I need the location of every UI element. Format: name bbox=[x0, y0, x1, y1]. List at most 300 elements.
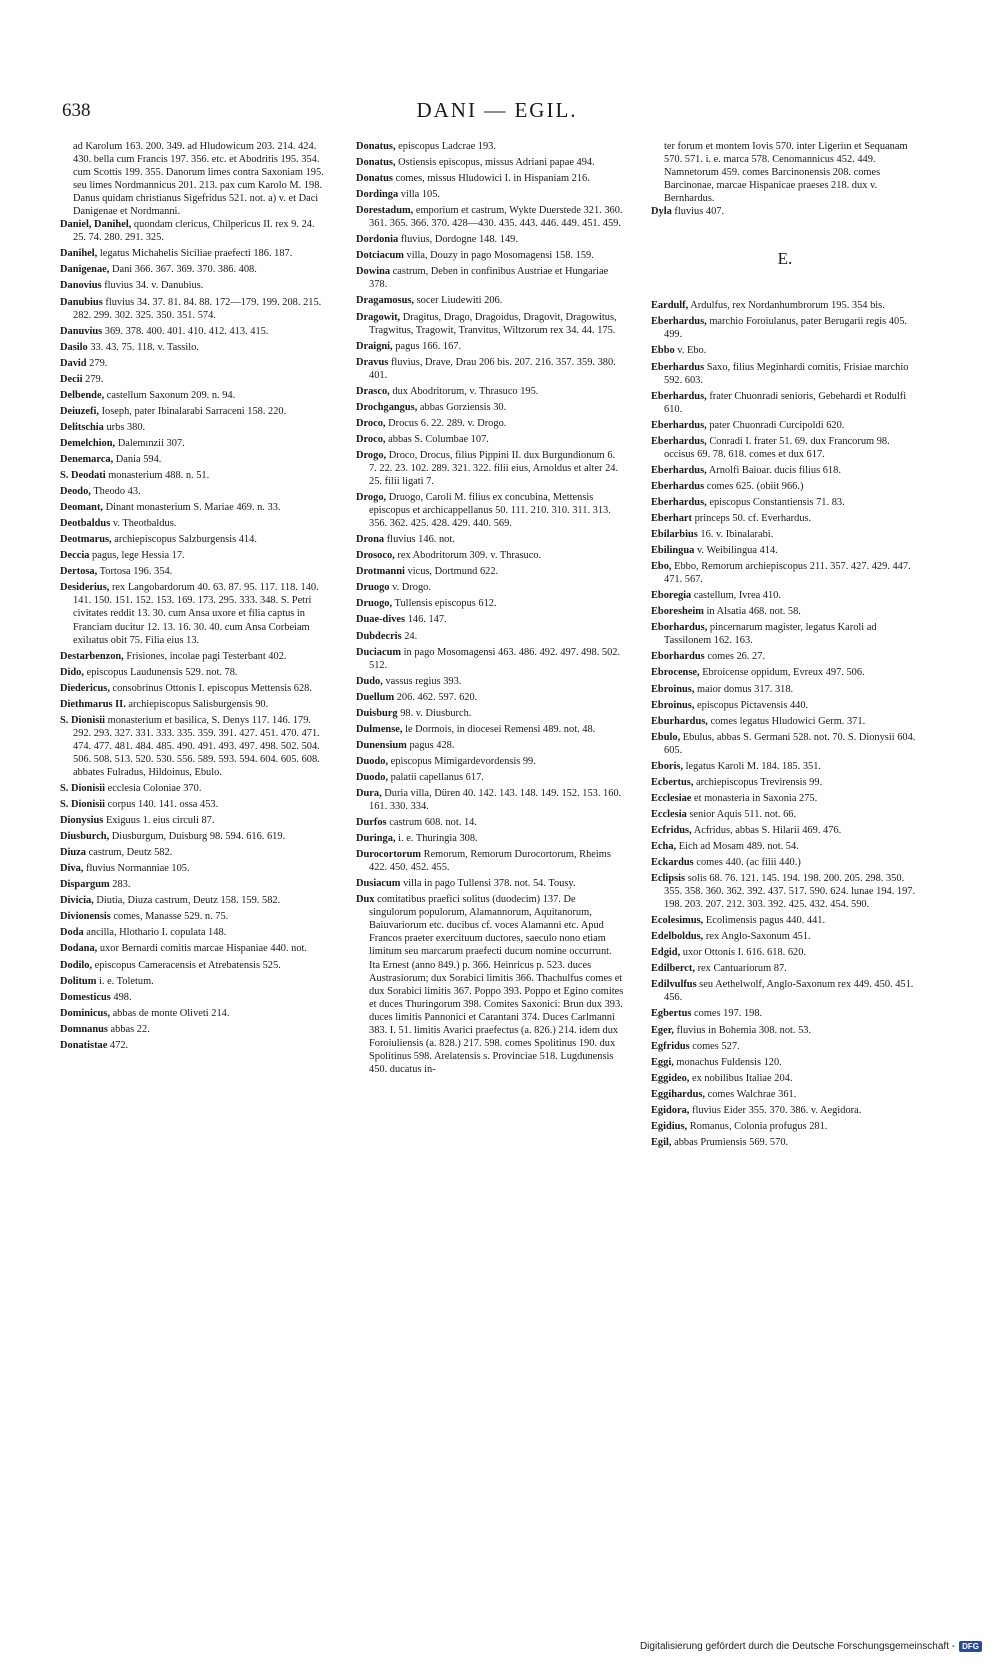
entry-text: consobrinus Ottonis I. episcopus Mettensis 628. bbox=[112, 682, 312, 694]
index-entry bbox=[356, 233, 624, 246]
entry-text: i. e. Thuringia 308. bbox=[398, 833, 478, 845]
entry-headword: Domnanus bbox=[60, 1023, 108, 1035]
index-entry bbox=[356, 311, 624, 337]
footer-credit: Digitalisierung gefördert durch die Deutsche Forschungsgemeinschaft - bbox=[639, 1641, 956, 1652]
index-entry bbox=[356, 691, 624, 704]
index-entry bbox=[356, 723, 624, 736]
entry-text: comes 625. (obiit 966.) bbox=[706, 480, 804, 492]
entry-headword: Eger, bbox=[651, 1024, 674, 1036]
entry-headword: Decii bbox=[60, 373, 83, 385]
entry-text: comitatibus praefici solitus (duodecim) 137. De singulorum populorum, Alamannorum, Aquitanorum, Baiuvariorum etc. ducibus cf. voces Alamanni etc. Apud Francos praeter exercituum ductores, saeculo nono etiam limitum seu marcarum praefecti ducum nomine occurrunt. Ita Ernest (anno 849.) p. 366. Heinricus p. 523. duces Austrasiorum; dux Sorabici limitis 366. Thachulfus comes et dux Sorabici limitis 367. Poppo 393. Poppo et Egino comites et duces Thuringorum 398. Comites Saxonici: Brun dux 393. duces limitis Pannonici et Carantani 374. Duces Carlmanni 383. I. 51. limitis Avarici praefectus (a. 826.) 214. idem dux Foroiuliensis (a. 828.) 217. 598. comes Spolitinus 190. dux Spolitinus 598. Arelatensis s. Provinciae 518. Lugdunensis 450. ducatus in- bbox=[369, 894, 624, 1075]
index-entry bbox=[60, 894, 328, 907]
entry-headword: Duodo, bbox=[356, 755, 389, 767]
entry-headword: Duringa, bbox=[356, 833, 396, 845]
entry-text: pagus 166. 167. bbox=[395, 340, 462, 352]
entry-headword: Dorestadum, bbox=[356, 205, 414, 217]
entry-headword: Egbertus bbox=[651, 1008, 692, 1020]
entry-headword: Daniel, Danihel, bbox=[60, 219, 132, 231]
entry-headword: Drona bbox=[356, 534, 385, 546]
entry-headword: Delbende, bbox=[60, 389, 105, 401]
entry-text: dux Abodritorum, v. Thrasuco 195. bbox=[392, 385, 539, 397]
entry-headword: Danigenae, bbox=[60, 264, 110, 276]
entry-headword: Deiuzefi, bbox=[60, 405, 99, 417]
index-entry bbox=[356, 172, 624, 185]
index-entry bbox=[356, 294, 624, 307]
entry-headword: Donatus bbox=[356, 173, 393, 185]
entry-text: Dinant monasterium S. Mariae 469. n. 33. bbox=[105, 502, 281, 514]
entry-text: maior domus 317. 318. bbox=[697, 683, 794, 695]
entry-text: episcopus Cameracensis et Atrebatensis 525. bbox=[94, 959, 281, 971]
index-entry bbox=[651, 856, 919, 869]
entry-headword: Eggihardus, bbox=[651, 1088, 705, 1100]
entry-text: Droco, Drocus, filius Pippini II. dux Burgundionum 6. 7. 22. 23. 102. 289. 321. 322. filii eius, Arnoldus et alter 24. 25. filii ligati 7. bbox=[369, 449, 619, 488]
entry-text: urbs 380. bbox=[106, 421, 146, 433]
index-entry bbox=[60, 581, 328, 646]
entry-headword: Dominicus, bbox=[60, 1007, 110, 1019]
entry-headword: Egidora, bbox=[651, 1104, 690, 1116]
index-entry bbox=[651, 792, 919, 805]
entry-text: 206. 462. 597. 620. bbox=[396, 691, 478, 703]
entry-text: episcopus Laudunensis 529. not. 78. bbox=[86, 666, 238, 678]
entry-headword: Druogo bbox=[356, 582, 390, 594]
index-entry bbox=[356, 739, 624, 752]
index-entry bbox=[60, 279, 328, 292]
entry-text: 283. bbox=[112, 879, 131, 891]
index-entry bbox=[60, 942, 328, 955]
index-entry bbox=[651, 621, 919, 647]
entry-text: castellum Saxonum 209. n. 94. bbox=[106, 389, 236, 401]
entry-text: comes, missus Hludowici I. in Hispaniam 216. bbox=[395, 173, 590, 185]
entry-headword: Eberhardus, bbox=[651, 316, 707, 328]
index-entry bbox=[60, 325, 328, 338]
dfg-logo: DFG bbox=[959, 1641, 982, 1652]
index-entry bbox=[356, 771, 624, 784]
index-entry bbox=[651, 1056, 919, 1069]
entry-text: comes 197. 198. bbox=[694, 1008, 763, 1020]
index-entry bbox=[60, 405, 328, 418]
index-entry bbox=[651, 205, 919, 218]
entry-headword: Danubius bbox=[60, 296, 103, 308]
index-entry bbox=[651, 715, 919, 728]
index-entry bbox=[356, 265, 624, 291]
entry-headword: Drogo, bbox=[356, 492, 387, 504]
index-entry bbox=[651, 840, 919, 853]
entry-headword: Eberhardus, bbox=[651, 419, 707, 431]
entry-text: villa 105. bbox=[400, 189, 441, 201]
index-entry bbox=[356, 597, 624, 610]
entry-headword: Ebilingua bbox=[651, 545, 695, 557]
entry-headword: Ecclesia bbox=[651, 808, 687, 820]
continued-entry: ter forum et montem Iovis 570. inter Ligeriın et Sequanam 570. 571. i. e. marca 578. Cenomannicus 452. 449. Namnetorum 459. comes Barcinonensis 208. comes Barcinonae, marcae Hispanicae praeses 218. dux v. Bernhardus. bbox=[664, 141, 908, 205]
entry-text: abbas Gorziensis 30. bbox=[419, 401, 507, 413]
index-entry bbox=[60, 549, 328, 562]
index-entry bbox=[60, 830, 328, 843]
entry-text: comes 26. 27. bbox=[707, 651, 766, 663]
entry-text: fluvius 146. not. bbox=[386, 534, 455, 546]
entry-text: et monasteria in Saxonia 275. bbox=[694, 792, 818, 804]
entry-headword: Duciacum bbox=[356, 646, 402, 658]
entry-text: 279. bbox=[85, 373, 104, 385]
entry-text: legatus Karoli M. 184. 185. 351. bbox=[685, 760, 822, 772]
entry-headword: Drotmanni bbox=[356, 566, 405, 578]
entry-headword: Dragamosus, bbox=[356, 295, 415, 307]
entry-headword: Deccia bbox=[60, 550, 90, 562]
entry-headword: Dusiacum bbox=[356, 878, 401, 890]
index-entry bbox=[60, 357, 328, 370]
entry-headword: Diva, bbox=[60, 863, 84, 875]
index-entry bbox=[60, 714, 328, 779]
entry-text: Ardulfus, rex Nordanhumbrorum 195. 354 bis. bbox=[690, 300, 885, 312]
entry-headword: Dudo, bbox=[356, 675, 383, 687]
entry-headword: Dodilo, bbox=[60, 959, 93, 971]
entry-headword: Dragowit, bbox=[356, 311, 401, 323]
index-entry bbox=[651, 528, 919, 541]
index-entry bbox=[651, 978, 919, 1004]
entry-headword: Dodana, bbox=[60, 943, 98, 955]
entry-headword: David bbox=[60, 357, 87, 369]
index-entry bbox=[651, 666, 919, 679]
entry-text: rex Anglo-Saxonum 451. bbox=[705, 931, 811, 943]
index-entry bbox=[60, 437, 328, 450]
entry-headword: Eberhardus bbox=[651, 361, 705, 373]
entry-headword: Dravus bbox=[356, 356, 389, 368]
entry-headword: Destarbenzon, bbox=[60, 650, 124, 662]
entry-text: monasterium et basilica, S. Denys 117. 146. 179. 292. 293. 327. 331. 333. 335. 359. 391. 427. 451. 470. 471. 474. 477. 481. 484. 485. 490. 491. 493. 497. 498. 502. 504. 506. 508. 513. 520. 530. 556. 589. 593. 594. 604. 605. 608. abbates Fulradus, Hildoinus, Ebulo. bbox=[73, 714, 320, 778]
index-entry bbox=[356, 848, 624, 874]
entry-headword: Dotciacum bbox=[356, 250, 404, 262]
index-entry bbox=[60, 991, 328, 1004]
index-entry bbox=[651, 496, 919, 509]
index-entry bbox=[356, 787, 624, 813]
entry-text: 369. 378. 400. 401. 410. 412. 413. 415. bbox=[104, 325, 269, 337]
entry-text: senior Aquis 511. not. 66. bbox=[689, 808, 797, 820]
entry-headword: Demelchion, bbox=[60, 437, 116, 449]
index-entry bbox=[651, 760, 919, 773]
index-entry bbox=[651, 344, 919, 357]
entry-headword: Eboris, bbox=[651, 760, 684, 772]
entry-headword: Eggideo, bbox=[651, 1072, 690, 1084]
entry-headword: Eboregia bbox=[651, 590, 692, 602]
entry-headword: Donatus, bbox=[356, 157, 396, 169]
entry-text: seu Aethelwolf, Anglo-Saxonum rex 449. 450. 451. 456. bbox=[664, 979, 914, 1004]
entry-headword: Ecolesimus, bbox=[651, 915, 704, 927]
entry-headword: Deodo, bbox=[60, 486, 91, 498]
index-entry bbox=[60, 698, 328, 711]
index-entry bbox=[651, 1072, 919, 1085]
index-entry bbox=[356, 449, 624, 488]
entry-headword: Duae-dives bbox=[356, 614, 406, 626]
index-entry bbox=[60, 501, 328, 514]
entry-headword: Deotbaldus bbox=[60, 518, 111, 530]
entry-text: in pago Mosomagensi 463. 486. 492. 497. 498. 502. 512. bbox=[369, 646, 621, 671]
index-entry bbox=[356, 417, 624, 430]
index-entry bbox=[651, 683, 919, 696]
entry-text: fluvius Eider 355. 370. 386. v. Aegidora. bbox=[692, 1104, 862, 1116]
index-entry bbox=[356, 356, 624, 382]
entry-headword: Duisburg bbox=[356, 707, 398, 719]
index-entry bbox=[60, 682, 328, 695]
index-entry bbox=[356, 385, 624, 398]
entry-headword: Ebilarbius bbox=[651, 529, 698, 541]
index-entry bbox=[60, 650, 328, 663]
entry-text: uxor Ottonis I. 616. 618. 620. bbox=[682, 947, 807, 959]
index-entry bbox=[651, 1040, 919, 1053]
entry-text: abbas 22. bbox=[110, 1023, 150, 1035]
entry-text: Ecolimensis pagus 440. 441. bbox=[705, 915, 826, 927]
entry-headword: S. Dionisii bbox=[60, 714, 106, 726]
entry-headword: Dertosa, bbox=[60, 566, 98, 578]
index-entry bbox=[651, 419, 919, 432]
entry-text: monasterium 488. n. 51. bbox=[108, 470, 210, 482]
entry-text: 24. bbox=[404, 630, 418, 642]
entry-text: castrum 608. not. 14. bbox=[389, 817, 477, 829]
entry-text: emporium et castrum, Wykte Duerstede 321. 360. 361. 365. 366. 370. 428—430. 435. 443. 446. 449. 451. 459. bbox=[369, 205, 623, 230]
entry-headword: Dowina bbox=[356, 266, 391, 278]
entry-headword: Edilvulfus bbox=[651, 979, 697, 991]
entry-headword: Dasilo bbox=[60, 341, 88, 353]
entry-text: Diutia, Diuza castrum, Deutz 158. 159. 582. bbox=[96, 895, 281, 907]
entry-headword: Druogo, bbox=[356, 598, 393, 610]
index-entry bbox=[60, 782, 328, 795]
entry-headword: Denemarca, bbox=[60, 453, 114, 465]
entry-text: Tortosa 196. 354. bbox=[99, 566, 173, 578]
index-entry bbox=[60, 565, 328, 578]
entries-pre bbox=[651, 205, 919, 218]
entry-text: Ebroicense oppidum, Evreux 497. 506. bbox=[702, 667, 865, 679]
index-entry bbox=[651, 299, 919, 312]
entry-headword: Diuza bbox=[60, 847, 86, 859]
entry-text: 146. 147. bbox=[407, 614, 447, 626]
entry-headword: Donatistae bbox=[60, 1039, 108, 1051]
entry-text: episcopus Ladcrae 193. bbox=[398, 141, 496, 152]
index-entry bbox=[356, 491, 624, 530]
entry-text: Ebulus, abbas S. Germani 528. not. 70. S. Dionysii 604. 605. bbox=[664, 731, 916, 756]
entry-text: i. e. Toletum. bbox=[98, 975, 154, 987]
index-entry bbox=[356, 204, 624, 230]
entry-text: 16. v. Ibinalarabi. bbox=[700, 529, 774, 541]
entry-headword: Danihel, bbox=[60, 248, 98, 260]
entry-headword: Eberhardus bbox=[651, 480, 705, 492]
entry-text: vicus, Dortmund 622. bbox=[407, 566, 499, 578]
entry-headword: Edgid, bbox=[651, 947, 681, 959]
entry-headword: Dura, bbox=[356, 787, 382, 799]
entry-text: Dani 366. 367. 369. 370. 386. 408. bbox=[111, 264, 257, 276]
entry-headword: Eberhardus, bbox=[651, 390, 707, 402]
entry-text: corpus 140. 141. ossa 453. bbox=[107, 799, 219, 811]
entry-text: Drocus 6. 22. 289. v. Drogo. bbox=[388, 417, 507, 429]
index-entry bbox=[651, 962, 919, 975]
index-entry bbox=[356, 613, 624, 626]
entry-headword: Egil, bbox=[651, 1136, 672, 1148]
entry-headword: Ebbo bbox=[651, 345, 675, 357]
entry-headword: Diedericus, bbox=[60, 682, 110, 694]
entry-text: v. Theotbaldus. bbox=[112, 518, 177, 530]
index-entry bbox=[356, 340, 624, 353]
index-entry bbox=[356, 156, 624, 169]
index-entry bbox=[651, 731, 919, 757]
entry-text: princeps 50. cf. Everhardus. bbox=[694, 512, 812, 524]
entry-text: v. Ebo. bbox=[677, 345, 707, 357]
index-entry bbox=[651, 1024, 919, 1037]
entry-text: fluvius, Drave, Drau 206 bis. 207. 216. 357. 359. 380. 401. bbox=[369, 356, 616, 381]
entry-text: Dalemınzii 307. bbox=[117, 437, 185, 449]
index-entry bbox=[651, 435, 919, 461]
entry-headword: Drasco, bbox=[356, 385, 390, 397]
entry-headword: Dolitum bbox=[60, 975, 97, 987]
entry-text: pater Chuonradi Curcipoldi 620. bbox=[709, 419, 845, 431]
entry-text: ecclesia Coloniae 370. bbox=[107, 783, 202, 795]
entry-text: Ioseph, pater Ibinalarabi Sarraceni 158. 220. bbox=[101, 405, 287, 417]
index-entry bbox=[651, 914, 919, 927]
entry-headword: Dispargum bbox=[60, 879, 110, 891]
entry-headword: Diusburch, bbox=[60, 831, 110, 843]
continued-entry: ad Karolum 163. 200. 349. ad Hludowicum 203. 214. 424. 430. bella cum Francis 197. 356. etc. et Abodritis 195. 354. cum Scottis 199. 355. Danorum limes contra Saxoniam 195. seu limes Nordmannicus 201. 213. pax cum Karolo M. 198. Danus quidam christianus Sigefridus 521. not. a) v. et Daci Danigenae et Nordmanni. bbox=[73, 141, 324, 218]
index-entry bbox=[651, 930, 919, 943]
entry-headword: Drochgangus, bbox=[356, 401, 418, 413]
index-entry bbox=[60, 263, 328, 276]
entry-text: 472. bbox=[109, 1039, 129, 1051]
entry-text: Saxo, filius Meginhardi comitis, Frisiae marchio 592. 603. bbox=[664, 361, 909, 386]
entry-headword: Dyla bbox=[651, 206, 672, 218]
index-entry bbox=[651, 390, 919, 416]
entry-headword: Dordinga bbox=[356, 189, 399, 201]
entry-headword: Dido, bbox=[60, 666, 84, 678]
index-entry bbox=[60, 296, 328, 322]
entry-text: Romanus, Colonia profugus 281. bbox=[689, 1120, 828, 1132]
entry-headword: Dubdecris bbox=[356, 630, 402, 642]
entry-text: Dania 594. bbox=[115, 453, 162, 465]
index-entry bbox=[60, 666, 328, 679]
index-entry bbox=[651, 605, 919, 618]
entry-headword: Ecbertus, bbox=[651, 776, 694, 788]
entry-text: abbas S. Columbae 107. bbox=[388, 433, 489, 445]
index-entry bbox=[356, 565, 624, 578]
index-entry bbox=[60, 517, 328, 530]
index-entry bbox=[60, 485, 328, 498]
entry-headword: Dux bbox=[356, 894, 375, 906]
index-entry bbox=[651, 824, 919, 837]
entry-headword: Eberhardus, bbox=[651, 464, 707, 476]
entry-text: Eich ad Mosam 489. not. 54. bbox=[678, 840, 799, 852]
entry-text: Tullensis episcopus 612. bbox=[394, 598, 497, 610]
entry-text: abbas Prumiensis 569. 570. bbox=[674, 1136, 789, 1148]
entry-text: fluvius, Dordogne 148. 149. bbox=[400, 234, 518, 246]
index-column-1 bbox=[60, 140, 328, 1055]
entry-text: archiepiscopus Salzburgensis 414. bbox=[114, 534, 257, 546]
index-entry bbox=[60, 218, 328, 244]
entry-headword: Ebroinus, bbox=[651, 683, 695, 695]
entry-headword: Donatus, bbox=[356, 141, 396, 152]
entry-text: comes legatus Hludowici Germ. 371. bbox=[710, 715, 866, 727]
entry-headword: Eborhardus, bbox=[651, 622, 708, 634]
index-entry bbox=[651, 808, 919, 821]
index-entry bbox=[60, 846, 328, 859]
entry-text: rex Cantuariorum 87. bbox=[697, 963, 787, 975]
entry-headword: Eardulf, bbox=[651, 300, 689, 312]
index-entry bbox=[356, 401, 624, 414]
entry-headword: Durfos bbox=[356, 817, 387, 829]
index-entry bbox=[60, 341, 328, 354]
index-entry bbox=[651, 650, 919, 663]
entry-text: pagus 428. bbox=[409, 739, 455, 751]
entry-text: v. Weibilingua 414. bbox=[696, 545, 778, 557]
index-entry bbox=[651, 560, 919, 586]
entry-text: fluvius Normanniae 105. bbox=[86, 863, 190, 875]
entry-text: uxor Bernardi comitis marcae Hispaniae 440. not. bbox=[99, 943, 308, 955]
entry-text: pincernarum magister, legatus Karoli ad Tassilonem 162. 163. bbox=[664, 622, 877, 647]
index-entry bbox=[60, 862, 328, 875]
entry-headword: Duodo, bbox=[356, 771, 389, 783]
index-entry bbox=[651, 1104, 919, 1117]
index-entry bbox=[651, 872, 919, 911]
entry-headword: Eggi, bbox=[651, 1056, 674, 1068]
entry-text: fluvius in Bohemia 308. not. 53. bbox=[676, 1024, 812, 1036]
index-entry bbox=[60, 1007, 328, 1020]
index-entry bbox=[60, 798, 328, 811]
entry-headword: Ebulo, bbox=[651, 731, 681, 743]
entry-text: rex Langobardorum 40. 63. 87. 95. 117. 118. 140. 141. 150. 151. 152. 153. 169. 173. 295. 333. 348. S. Petri civitates reddit 13. 30. cum Ansa uxore et filia captus in Franciam ducitur 12. 13. 16. 30. 40. cum Ansa Corbeiam exilıatus obit 75. Filia eius 13. bbox=[73, 582, 319, 646]
index-entry bbox=[356, 581, 624, 594]
index-entry bbox=[356, 707, 624, 720]
index-entry bbox=[651, 776, 919, 789]
index-entry bbox=[60, 533, 328, 546]
entry-text: palatii capellanus 617. bbox=[390, 771, 484, 783]
entry-text: ancilla, Hlothario I. copulata 148. bbox=[86, 927, 227, 939]
index-entry bbox=[60, 959, 328, 972]
entry-headword: Eboresheim bbox=[651, 606, 704, 618]
entry-headword: Duellum bbox=[356, 691, 395, 703]
index-entry bbox=[651, 544, 919, 557]
entry-headword: Droco, bbox=[356, 417, 386, 429]
entry-text: socer Liudewiti 206. bbox=[416, 295, 503, 307]
entry-text: abbas de monte Oliveti 214. bbox=[112, 1007, 230, 1019]
entry-headword: Dunensium bbox=[356, 739, 407, 751]
index-entry bbox=[651, 946, 919, 959]
index-entry bbox=[60, 389, 328, 402]
entry-text: Duria villa, Düren 40. 142. 143. 148. 149. 152. 153. 160. 161. 330. 334. bbox=[369, 787, 622, 813]
index-entry bbox=[60, 878, 328, 891]
entry-headword: Eberhardus, bbox=[651, 435, 707, 447]
entry-headword: Eberhart bbox=[651, 512, 692, 524]
entry-text: Ebbo, Remorum archiepiscopus 211. 357. 427. 429. 447. 471. 567. bbox=[664, 561, 911, 586]
entry-text: castellum, Ivrea 410. bbox=[693, 590, 781, 602]
entry-text: comes 440. (ac filii 440.) bbox=[696, 857, 801, 869]
index-entry bbox=[356, 188, 624, 201]
entry-text: v. Drogo. bbox=[392, 582, 431, 594]
entry-headword: Drogo, bbox=[356, 449, 387, 461]
entry-text: fluvius 34. v. Danubius. bbox=[104, 280, 204, 292]
entry-headword: Eborhardus bbox=[651, 651, 705, 663]
entry-headword: Domesticus bbox=[60, 991, 111, 1003]
index-entry bbox=[60, 421, 328, 434]
entry-headword: Eclipsis bbox=[651, 873, 686, 885]
entry-text: frater Chuonradi senioris, Gebehardi et Rodulfi 610. bbox=[664, 390, 907, 415]
entry-headword: Danuvius bbox=[60, 325, 103, 337]
index-entry bbox=[651, 589, 919, 602]
index-entry bbox=[356, 533, 624, 546]
entry-headword: Ecfridus, bbox=[651, 824, 692, 836]
entry-text: fluvius 407. bbox=[674, 206, 725, 218]
entry-headword: Ebroinus, bbox=[651, 699, 695, 711]
entry-text: Theodo 43. bbox=[93, 486, 141, 498]
index-entry bbox=[356, 877, 624, 890]
entry-text: fluvius 34. 37. 81. 84. 88. 172—179. 199. 208. 215. 282. 299. 302. 325. 350. 351. 574. bbox=[73, 296, 322, 321]
index-entry bbox=[60, 1039, 328, 1052]
entry-headword: S. Dionisii bbox=[60, 783, 106, 795]
index-entry bbox=[356, 433, 624, 446]
entry-text: monachus Fuldensis 120. bbox=[676, 1056, 782, 1068]
entry-headword: Desiderius, bbox=[60, 582, 110, 594]
